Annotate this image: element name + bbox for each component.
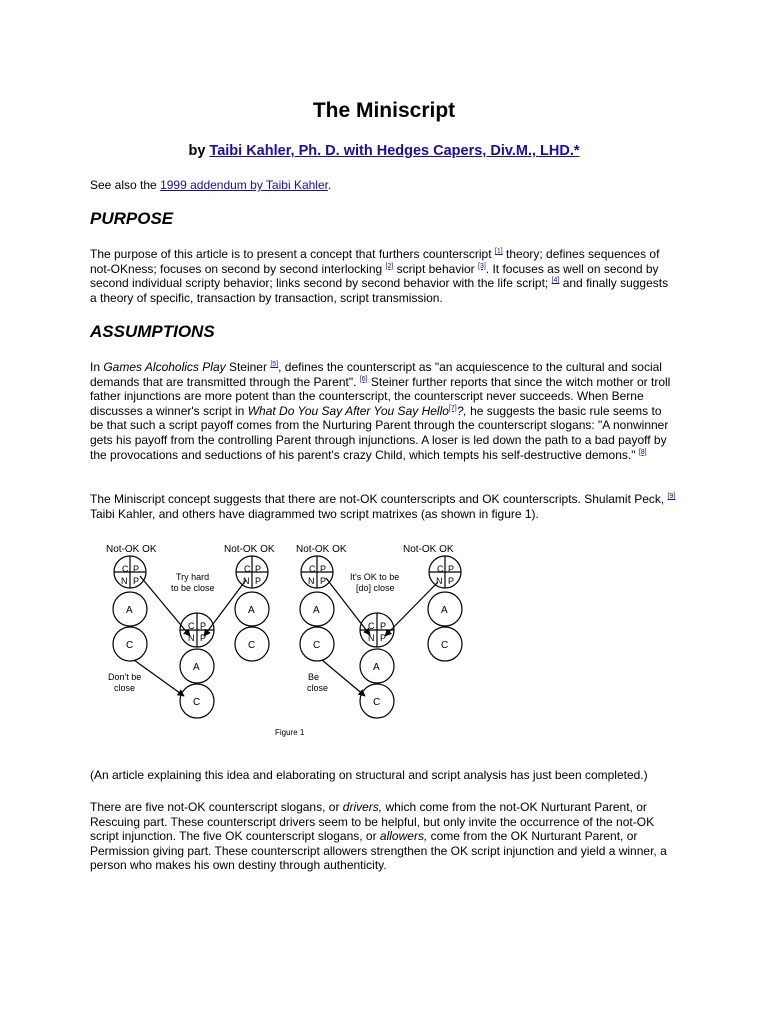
- label-c: C: [248, 640, 256, 651]
- text: There are five not-OK counterscript slogans, or: [90, 800, 343, 814]
- assumptions-paragraph: [90, 360, 676, 462]
- label-c: C: [437, 564, 444, 574]
- label-c: C: [126, 640, 134, 651]
- text: Taibi Kahler, and others have diagrammed two script matrixes (as shown in figure 1).: [90, 506, 539, 521]
- label-c: C: [188, 621, 195, 631]
- text: and finally suggests a theory of specific, transaction by transaction, script transmission.: [90, 276, 669, 305]
- label-c: C: [244, 564, 251, 574]
- byline: [0, 143, 768, 159]
- right-script-matrix: [300, 556, 462, 718]
- term: allowers,: [379, 829, 428, 844]
- footnote-link-5[interactable]: [5]: [270, 361, 279, 368]
- label-p: P: [200, 621, 207, 631]
- label-a: A: [373, 662, 380, 673]
- purpose-heading: PURPOSE: [90, 209, 174, 228]
- label-p: P: [133, 576, 140, 586]
- term: drivers,: [342, 800, 383, 814]
- footnote-link-9[interactable]: [9]: [667, 493, 676, 500]
- purpose-paragraph: [90, 247, 676, 305]
- footnote-link-6[interactable]: [6]: [359, 375, 368, 383]
- footnote-link-2[interactable]: [2]: [385, 262, 394, 270]
- label-n: N: [121, 576, 128, 586]
- text: , defines the counterscript as "an acquiescence to the cultural and social demands that are transmitted through the Parent".: [90, 360, 662, 389]
- assumptions-heading: ASSUMPTIONS: [90, 322, 215, 341]
- label-p: P: [320, 564, 327, 574]
- label-a: A: [441, 605, 448, 616]
- allower-label: It's OK to be: [350, 572, 400, 582]
- label-p: P: [255, 576, 262, 586]
- text: Steiner: [225, 360, 271, 374]
- label-n: N: [308, 576, 315, 586]
- text: theory; defines sequences of not-OKness; focuses on second by second interlocking: [90, 247, 660, 276]
- book-title: What Do You Say After You Say Hello: [247, 403, 449, 418]
- header-right-b: Not-OK OK: [403, 544, 454, 555]
- drivers-paragraph: [90, 800, 676, 873]
- byline-prefix: by: [188, 143, 210, 159]
- header-left-b: Not-OK OK: [224, 544, 275, 555]
- label-p: P: [200, 633, 207, 643]
- label-c: C: [309, 564, 316, 574]
- header-left-a: Not-OK OK: [106, 544, 157, 555]
- driver-label: Try hard: [176, 572, 210, 582]
- text: The purpose of this article is to present a concept that furthers counterscript: [90, 247, 495, 261]
- label-a: A: [126, 605, 133, 616]
- permission-label: close: [307, 683, 329, 693]
- label-a: A: [193, 662, 200, 673]
- label-p: P: [320, 576, 327, 586]
- label-p: P: [380, 621, 387, 631]
- label-c: C: [373, 697, 381, 708]
- label-c: C: [313, 640, 321, 651]
- label-c: C: [193, 697, 201, 708]
- author-link[interactable]: Taibi Kahler, Ph. D. with Hedges Capers, Div.M., LHD.*: [209, 143, 580, 159]
- label-c: C: [441, 640, 449, 651]
- left-script-matrix: [108, 556, 269, 718]
- label-n: N: [368, 633, 375, 643]
- book-title: Games Alcoholics Play: [103, 360, 226, 374]
- text: . It focuses as well on second by second individual scripty behavior; links second by second behavior with the life script;: [90, 261, 659, 291]
- see-also-period: .: [327, 178, 332, 192]
- footnote-link-4[interactable]: [4]: [551, 277, 560, 285]
- text: In: [90, 360, 104, 374]
- text: come from the OK Nurturant Parent, or Permission giving part. These counterscript allowers strengthen the OK script injunction and yield a winner, a person who makes his own destiny through authenticity.: [90, 829, 667, 873]
- figure-caption: Figure 1: [275, 728, 305, 737]
- label-n: N: [188, 633, 195, 643]
- label-p: P: [255, 564, 262, 574]
- allower-label: [do] close: [356, 583, 395, 593]
- article-note: (An article explaining this idea and elaborating on structural and script analysis has just been completed.): [90, 768, 648, 782]
- label-c: C: [368, 621, 375, 631]
- label-a: A: [248, 605, 255, 616]
- label-p: P: [133, 564, 140, 574]
- label-n: N: [243, 576, 250, 586]
- text: The Miniscript concept suggests that there are not-OK counterscripts and OK counterscripts. Shulamit Peck,: [90, 492, 668, 506]
- text: ?,: [456, 403, 467, 418]
- footnote-link-8[interactable]: [8]: [638, 448, 647, 456]
- driver-label: to be close: [171, 583, 215, 593]
- addendum-link[interactable]: 1999 addendum by Taibi Kahler: [160, 178, 328, 192]
- page-title: The Miniscript: [312, 99, 456, 122]
- label-c: C: [122, 564, 129, 574]
- footnote-link-1[interactable]: [1]: [494, 248, 503, 255]
- see-also: [90, 178, 331, 192]
- text: which come from the not-OK Nurturant Parent, or Rescuing part. These counterscript drivers seem to be helpful, but only invite the occurrence of the not-OK script injunction. The five OK counterscript slogans, or: [90, 800, 655, 844]
- permission-label: Be: [308, 672, 320, 682]
- injunction-label: Don't be: [108, 672, 142, 682]
- label-p: P: [448, 564, 455, 574]
- text: he suggests the basic rule seems to be that such a script payoff comes from the Nurturing Parent through the counterscript slogans: "A nonwinner gets his payoff from the controlling Parent through injunctions. A loser is led down the path to a bad payoff by the provocations and seductions of his parent's crazy Child, which tempts his self-destructive demons.": [90, 403, 669, 462]
- footnote-link-7[interactable]: [7]: [448, 404, 457, 412]
- label-p: P: [448, 576, 455, 586]
- miniscript-paragraph: [90, 492, 676, 521]
- text: script behavior: [393, 261, 478, 276]
- label-p: P: [380, 633, 387, 643]
- header-right-a: Not-OK OK: [296, 544, 347, 555]
- text: Steiner further reports that since the witch mother or troll father injunctions are more potent than the counterscript, the counterscript never succeeds. When Berne discusses a winner's script in: [90, 374, 671, 418]
- label-a: A: [313, 605, 320, 616]
- label-n: N: [436, 576, 443, 586]
- footnote-link-3[interactable]: [3]: [478, 262, 486, 270]
- injunction-label: close: [114, 683, 136, 693]
- see-also-text: See also the: [90, 178, 161, 192]
- script-matrix-figure: [100, 538, 480, 738]
